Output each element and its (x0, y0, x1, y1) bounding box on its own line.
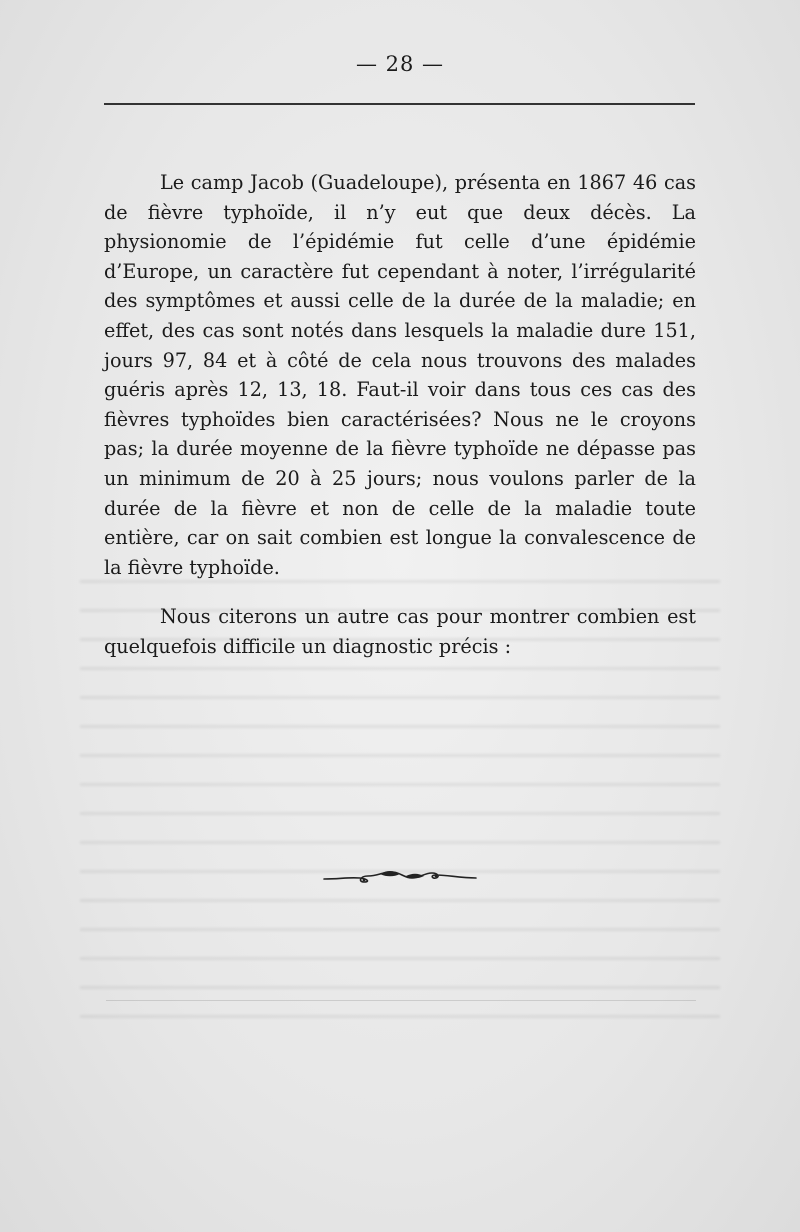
body-text (104, 168, 696, 662)
page-number: — 28 — (355, 52, 445, 76)
show-through-rule (106, 1000, 696, 1001)
paragraph: Nous citerons un autre cas pour montrer combien est quelquefois difficile un diagnostic précis : (104, 605, 696, 658)
decorative-swash-icon (320, 866, 480, 890)
header-rule (104, 103, 695, 105)
paragraph: Le camp Jacob (Guadeloupe), présenta en 1867 46 cas de fièvre typhoïde, il n’y eut que deux décès. La physionomie de l’épidémie fut celle d’une épidémie d’Europe, un caractère fut cependant à noter, l’irrégularité des symptômes et aussi celle de la durée de la maladie; en effet, des cas sont notés dans lesquels la maladie dure 151, jours 97, 84 et à côté de cela nous trouvons des malades guéris après 12, 13, 18. Faut-il voir dans tous ces cas des fièvres typhoïdes bien caractérisées? Nous ne le croyons pas; la durée moyenne de la fièvre typhoïde ne dépasse pas un minimum de 20 à 25 jours; nous voulons parler de la durée de la fièvre et non de celle de la maladie toute entière, car on sait combien est longue la convalescence de la fièvre typhoïde. (104, 171, 696, 579)
